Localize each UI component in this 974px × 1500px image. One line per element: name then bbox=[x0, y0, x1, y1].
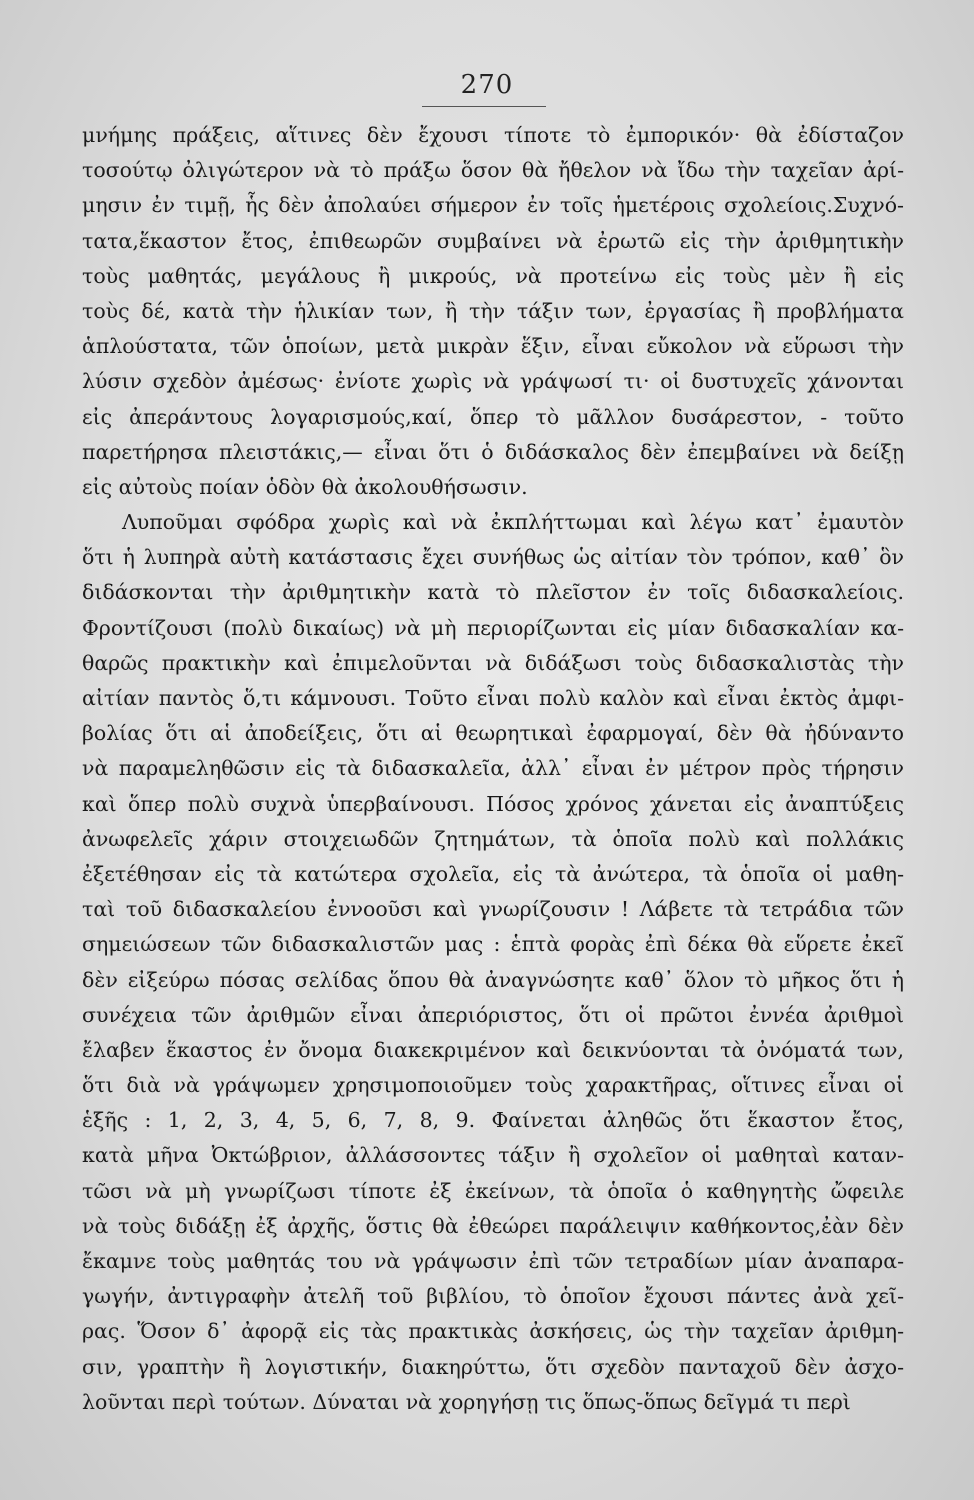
text-line: ἀνωφελεῖς χάριν στοιχειωδῶν ζητημάτων, τὰ ὁποῖα πολὺ καὶ πολλάκις bbox=[82, 826, 904, 851]
text-line: ἔκαμνε τοὺς μαθητάς του νὰ γράψωσιν ἐπὶ τῶν τετραδίων μίαν ἀναπαρα- bbox=[82, 1249, 904, 1273]
text-line: λύσιν σχεδὸν ἀμέσως· ἐνίοτε χωρὶς νὰ γράψωσί τι· οἱ δυστυχεῖς χάνονται bbox=[82, 369, 904, 394]
text-line: νὰ παραμεληθῶσιν εἰς τὰ διδασκαλεῖα, ἀλλ᾽ εἶναι ἐν μέτρον πρὸς τήρησιν bbox=[82, 756, 904, 781]
text-line: τοσούτῳ ὀλιγώτερον νὰ τὸ πράξω ὅσον θὰ ἤθελον νὰ ἴδω τὴν ταχεῖαν ἀρί- bbox=[82, 158, 904, 183]
text-line: σιν, γραπτὴν ἢ λογιστικήν, διακηρύττω, ὅτι σχεδὸν πανταχοῦ δὲν ἀσχο- bbox=[82, 1354, 904, 1379]
text-line: ταὶ τοῦ διδασκαλείου ἐννοοῦσι καὶ γνωρίζουσιν ! Λάβετε τὰ τετράδια τῶν bbox=[82, 897, 904, 922]
text-line: Φροντίζουσι (πολὺ δικαίως) νὰ μὴ περιορίζωνται εἰς μίαν διδασκαλίαν κα- bbox=[82, 615, 904, 640]
text-line: εἰς αὐτοὺς ποίαν ὁδὸν θὰ ἀκολουθήσωσιν. bbox=[82, 474, 528, 499]
text-line: ἔλαβεν ἕκαστος ἐν ὄνομα διακεκριμένον καὶ δεικνύονται τὰ ὀνόματά των, bbox=[82, 1037, 904, 1062]
text-line: Λυποῦμαι σφόδρα χωρὶς καὶ νὰ ἐκπλήττωμαι καὶ λέγω κατ᾽ ἐμαυτὸν bbox=[122, 510, 904, 535]
page-number: 270 bbox=[460, 70, 514, 100]
text-line: ἐξετέθησαν εἰς τὰ κατώτερα σχολεῖα, εἰς τὰ ἀνώτερα, τὰ ὁποῖα οἱ μαθη- bbox=[82, 861, 904, 886]
text-line: συνέχεια τῶν ἀριθμῶν εἶναι ἀπεριόριστος, ὅτι οἱ πρῶτοι ἐννέα ἀριθμοὶ bbox=[82, 1002, 904, 1027]
text-line: κατὰ μῆνα Ὀκτώβριον, ἀλλάσσοντες τάξιν ἢ σχολεῖον οἱ μαθηταὶ καταν- bbox=[82, 1143, 904, 1168]
text-line: παρετήρησα πλειστάκις,— εἶναι ὅτι ὁ διδάσκαλος δὲν ἐπεμβαίνει νὰ δείξῃ bbox=[82, 439, 904, 464]
text-line: λοῦνται περὶ τούτων. Δύναται νὰ χορηγήσῃ τις ὅπως-ὅπως δεῖγμά τι περὶ bbox=[82, 1389, 851, 1414]
text-line: μνήμης πράξεις, αἵτινες δὲν ἔχουσι τίποτε τὸ ἐμπορικόν· θὰ ἐδίσταζον bbox=[82, 123, 904, 147]
text-line: ρας. Ὅσον δ᾽ ἀφορᾷ εἰς τὰς πρακτικὰς ἀσκήσεις, ὡς τὴν ταχεῖαν ἀριθμη- bbox=[82, 1319, 904, 1344]
text-line: διδάσκονται τὴν ἀριθμητικὴν κατὰ τὸ πλεῖστον ἐν τοῖς διδασκαλείοις. bbox=[82, 580, 904, 605]
text-line: μησιν ἐν τιμῇ, ἧς δὲν ἀπολαύει σήμερον ἐν τοῖς ἡμετέροις σχολείοις.Συχνό- bbox=[82, 193, 904, 218]
text-line: γωγήν, ἀντιγραφὴν ἀτελῆ τοῦ βιβλίου, τὸ ὁποῖον ἔχουσι πάντες ἀνὰ χεῖ- bbox=[82, 1284, 904, 1309]
text-line: αἰτίαν παντὸς ὅ,τι κάμνουσι. Τοῦτο εἶναι πολὺ καλὸν καὶ εἶναι ἐκτὸς ἀμφι- bbox=[82, 686, 904, 710]
text-line: τοὺς δέ, κατὰ τὴν ἡλικίαν των, ἢ τὴν τάξιν των, ἐργασίας ἢ προβλήματα bbox=[82, 298, 904, 323]
text-line: δὲν εἰξεύρω πόσας σελίδας ὅπου θὰ ἀναγνώσητε καθ᾽ ὅλον τὸ μῆκος ὅτι ἡ bbox=[82, 967, 904, 992]
text-line: τοὺς μαθητάς, μεγάλους ἢ μικρούς, νὰ προτείνω εἰς τοὺς μὲν ἢ εἰς bbox=[82, 263, 904, 288]
text-line: εἰς ἀπεράντους λογαρισμούς,καί, ὅπερ τὸ μᾶλλον δυσάρεστον, - τοῦτο bbox=[82, 404, 904, 429]
body-text bbox=[82, 118, 904, 1420]
text-line: τῶσι νὰ μὴ γνωρίζωσι τίποτε ἐξ ἐκείνων, τὰ ὁποῖα ὁ καθηγητὴς ὤφειλε bbox=[82, 1178, 904, 1203]
text-line: καὶ ὅπερ πολὺ συχνὰ ὑπερβαίνουσι. Πόσος χρόνος χάνεται εἰς ἀναπτύξεις bbox=[82, 791, 904, 816]
header-rule bbox=[422, 106, 546, 107]
text-line: νὰ τοὺς διδάξῃ ἐξ ἀρχῆς, ὅστις θὰ ἐθεώρει παράλειψιν καθήκοντος,ἐὰν δὲν bbox=[82, 1213, 904, 1238]
text-line: ὅτι ἡ λυπηρὰ αὐτὴ κατάστασις ἔχει συνήθως ὡς αἰτίαν τὸν τρόπον, καθ᾽ ὃν bbox=[82, 545, 904, 570]
text-line: ἑξῆς : 1, 2, 3, 4, 5, 6, 7, 8, 9. Φαίνεται ἀληθῶς ὅτι ἕκαστον ἔτος, bbox=[82, 1108, 904, 1133]
text-line: ὅτι διὰ νὰ γράψωμεν χρησιμοποιοῦμεν τοὺς χαρακτῆρας, οἵτινες εἶναι οἱ bbox=[82, 1073, 904, 1098]
text-line: βολίας ὅτι αἱ ἀποδείξεις, ὅτι αἱ θεωρητικαὶ ἐφαρμογαί, δὲν θὰ ἠδύναντο bbox=[82, 721, 904, 746]
text-line: ἁπλούστατα, τῶν ὁποίων, μετὰ μικρὰν ἕξιν, εἶναι εὔκολον νὰ εὕρωσι τὴν bbox=[82, 334, 904, 359]
text-line: θαρῶς πρακτικὴν καὶ ἐπιμελοῦνται νὰ διδάξωσι τοὺς διδασκαλιστὰς τὴν bbox=[82, 650, 904, 675]
text-line: σημειώσεων τῶν διδασκαλιστῶν μας : ἑπτὰ φορὰς ἐπὶ δέκα θὰ εὕρετε ἐκεῖ bbox=[82, 932, 904, 957]
text-line: τατα,ἕκαστον ἔτος, ἐπιθεωρῶν συμβαίνει νὰ ἐρωτῶ εἰς τὴν ἀριθμητικὴν bbox=[82, 228, 904, 253]
